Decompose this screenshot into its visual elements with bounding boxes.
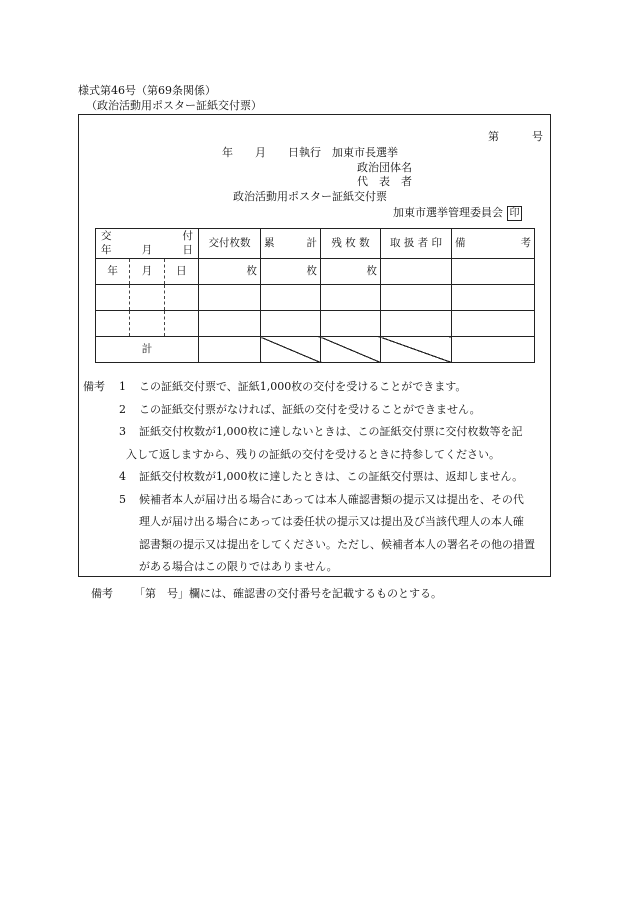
row3-remaining <box>321 311 381 337</box>
header-cumulative-2: 計 <box>306 237 317 250</box>
row2-handler <box>381 285 452 311</box>
representative-label: 代 表 者 <box>357 175 412 188</box>
note-1: 備考 1 この証紙交付票で、証紙1,000枚の交付を受けることができます。 <box>83 376 543 399</box>
footer-note <box>91 585 442 601</box>
form-number: 様式第46号（第69条関係） <box>78 84 216 97</box>
note-4: 4 証紙交付枚数が1,000枚に達したときは、この証紙交付票は、返却しません。 <box>119 470 524 483</box>
number-field <box>488 128 543 144</box>
issuer-name: 加東市選挙管理委員会 <box>393 206 503 219</box>
row1-remaining: 枚 <box>321 259 381 285</box>
row1-day: 日 <box>176 265 187 277</box>
note-2: 2 この証紙交付票がなければ、証紙の交付を受けることができません。 <box>119 402 481 416</box>
header-year: 年 <box>101 243 112 256</box>
total-remarks <box>452 337 535 363</box>
row3-cumulative <box>261 311 321 337</box>
row2-issued <box>199 285 261 311</box>
header-issue-date-left: 交 <box>101 230 112 243</box>
issue-record-table <box>95 228 535 363</box>
row1-date <box>96 259 199 285</box>
row2-remarks <box>452 285 535 311</box>
row2-date <box>96 285 199 311</box>
header-cumulative <box>261 229 321 259</box>
row1-handler <box>381 259 452 285</box>
number-label: 第 <box>488 130 499 143</box>
header-issued-count: 交付枚数 <box>199 229 261 259</box>
election-line: 年 月 日執行 加東市長選挙 <box>222 146 398 159</box>
form-title: （政治活動用ポスター証紙交付票） <box>86 99 262 112</box>
row1-month: 月 <box>130 259 164 284</box>
org-name-label: 政治団体名 <box>357 161 412 174</box>
total-label: 計 <box>96 337 199 363</box>
footer-note-text: 「第 号」欄には、確認書の交付番号を記載するものとする。 <box>134 587 442 600</box>
note-5: 5 候補者本人が届け出る場合にあっては本人確認書類の提示又は提出を、その代 <box>119 492 524 506</box>
header-month: 月 <box>141 243 153 256</box>
row2-cumulative <box>261 285 321 311</box>
row3-handler <box>381 311 452 337</box>
header-cumulative-1: 累 <box>264 237 275 250</box>
header-remarks-2: 考 <box>520 237 531 250</box>
total-remaining-crossed <box>321 337 381 363</box>
row3-issued <box>199 311 261 337</box>
document-title: 政治活動用ポスター証紙交付票 <box>233 190 387 203</box>
header-remarks <box>452 229 535 259</box>
note-5-continued-3: がある場合はこの限りではありません。 <box>139 560 338 573</box>
number-suffix: 号 <box>532 130 543 143</box>
header-remarks-1: 備 <box>455 237 466 250</box>
total-handler-crossed <box>381 337 452 363</box>
footer-note-label: 備考 <box>91 587 113 600</box>
header-issue-date-right: 付 <box>182 230 193 243</box>
row1-year: 年 <box>96 259 130 284</box>
note-5-continued-1: 理人が届け出る場合にあっては委任状の提示又は提出及び当該代理人の本人確 <box>139 515 524 528</box>
note-3: 3 証紙交付枚数が1,000枚に達しないときは、この証紙交付票に交付枚数等を記 <box>119 425 523 438</box>
header-remaining: 残 枚 数 <box>321 229 381 259</box>
header-issue-date <box>96 229 199 259</box>
seal-stamp-box: 印 <box>507 206 522 221</box>
header-handler-seal: 取 扱 者 印 <box>381 229 452 259</box>
row1-remarks <box>452 259 535 285</box>
row3-date <box>96 311 199 337</box>
header-day: 日 <box>182 243 193 256</box>
row1-issued: 枚 <box>199 259 261 285</box>
total-cumulative-crossed <box>261 337 321 363</box>
total-issued <box>199 337 261 363</box>
note-5-continued-2: 認書類の提示又は提出をしてください。ただし、候補者本人の署名その他の措置 <box>139 537 535 551</box>
row3-remarks <box>452 311 535 337</box>
row1-cumulative: 枚 <box>261 259 321 285</box>
notes-section <box>83 376 543 579</box>
row2-remaining <box>321 285 381 311</box>
issuer <box>393 204 522 221</box>
notes-label: 備考 <box>83 380 105 393</box>
note-3-continued: 入して返しますから、残りの証紙の交付を受けるときに持参してください。 <box>126 447 500 461</box>
